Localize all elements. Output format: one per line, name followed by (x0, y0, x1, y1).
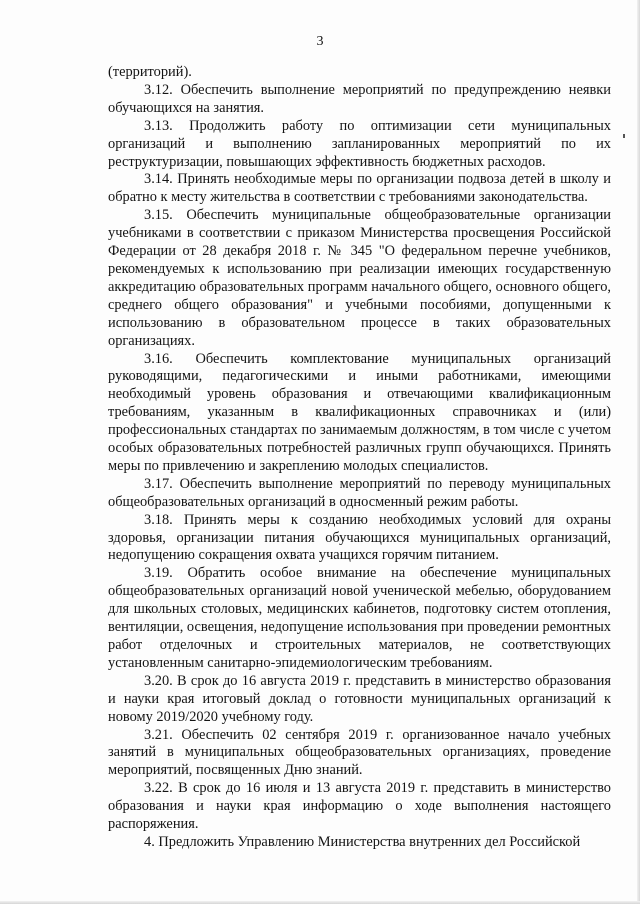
paragraph-4: 4. Предложить Управлению Министерства внутренних дел Российской (144, 833, 581, 850)
paragraph-3-15: 3.15. Обеспечить муниципальные общеобразовательные организации учебниками в соответствии с приказом Министерства просвещения Российской Федерации от 28 декабря 2018 г. № 345 "О федеральном перечне учебников, рекомендуемых к использованию при реализации имеющих государственную аккредитацию образовательных программ начального общего, основного общего, среднего общего образования" и учебными пособиями, допущенными к использованию в образовательном процессе в таких образовательных организациях. (108, 207, 611, 349)
page-number: 3 (316, 34, 324, 49)
paragraph-3-12: 3.12. Обеспечить выполнение мероприятий по предупреждению неявки обучающихся на занятия. (108, 81, 611, 116)
paragraph-3-14: 3.14. Принять необходимые меры по организации подвоза детей в школу и обратно к месту жительства в соответствии с требованиями законодательства. (108, 171, 611, 206)
paragraph-3-13: 3.13. Продолжить работу по оптимизации сети муниципальных организаций и выполнению запланированных мероприятий по их реструктуризации, повышающих эффективность бюджетных расходов. (108, 117, 611, 170)
paragraph-3-21: 3.21. Обеспечить 02 сентября 2019 г. организованное начало учебных занятий в муниципальных общеобразовательных организациях, проведение мероприятий, посвященных Дню знаний. (108, 726, 611, 779)
paragraph-3-18: 3.18. Принять меры к созданию необходимых условий для охраны здоровья, организации питания обучающихся муниципальных организаций, недопущению сокращения охвата учащихся горячим питанием. (108, 511, 611, 564)
document-body (108, 64, 611, 852)
paragraph-3-17: 3.17. Обеспечить выполнение мероприятий по переводу муниципальных общеобразовательных организаций в односменный режим работы. (108, 475, 611, 510)
paragraph-3-22: 3.22. В срок до 16 июля и 13 августа 2019 г. представить в министерство образования и науки края информацию о ходе выполнения настоящего распоряжения. (108, 780, 611, 833)
scan-speck (623, 134, 625, 138)
paragraph-continuation: (территорий). (108, 64, 192, 80)
paragraph-3-20: 3.20. В срок до 16 августа 2019 г. представить в министерство образования и науки края итоговый доклад о готовности муниципальных организаций к новому 2019/2020 учебному году. (108, 672, 611, 725)
paragraph-3-16: 3.16. Обеспечить комплектование муниципальных организаций руководящими, педагогическими и иными работниками, имеющими необходимый уровень образования и отвечающими квалификационным требованиям, указанным в квалификационных справочниках и (или) профессиональных стандартах по занимаемым должностям, в том числе с учетом особых образовательных потребностей различных групп обучающихся. Принять меры по привлечению и закреплению молодых специалистов. (108, 350, 611, 474)
paragraph-3-19: 3.19. Обратить особое внимание на обеспечение муниципальных общеобразовательных организаций новой ученической мебелью, оборудованием для школьных столовых, медицинских кабинетов, подготовку систем отопления, вентиляции, освещения, недопущение использования при проведении ремонтных работ отделочных и строительных материалов, не соответствующих установленным санитарно-эпидемиологическим требованиям. (108, 565, 611, 671)
